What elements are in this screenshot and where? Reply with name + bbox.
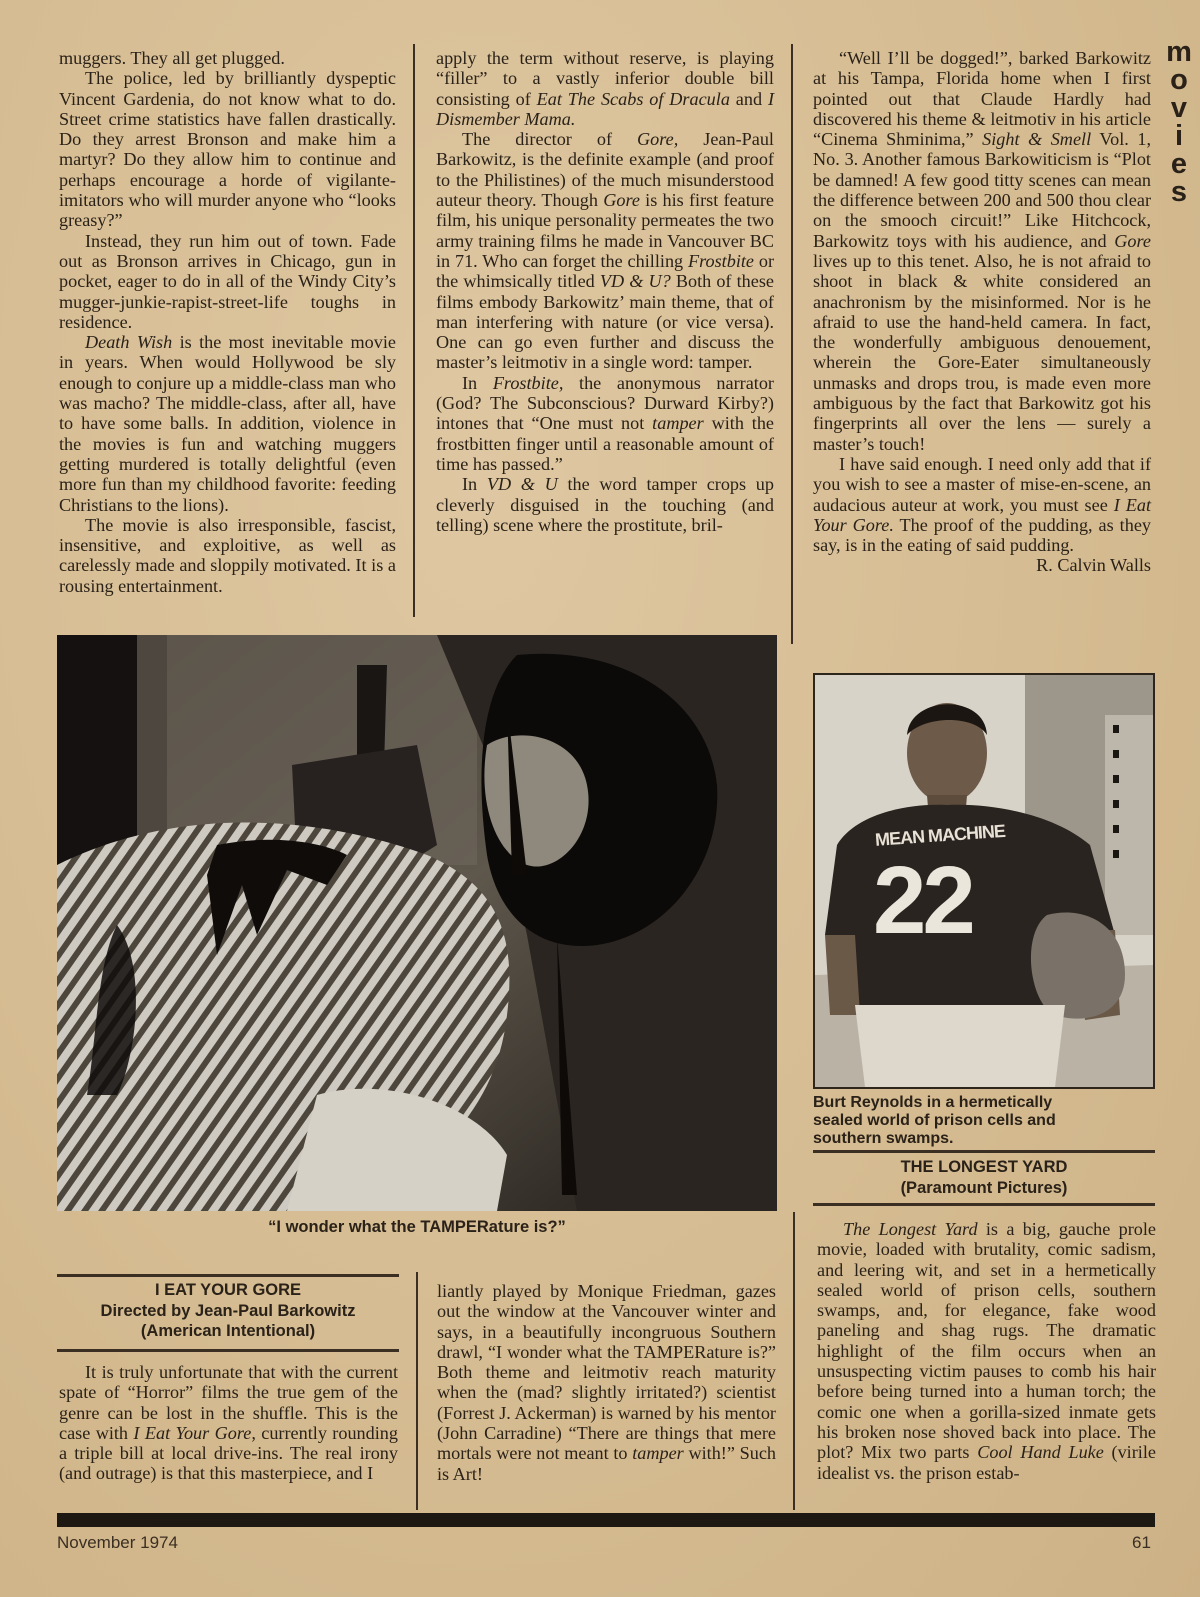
review-title: I EAT YOUR GORE [154,1281,302,1299]
column-divider [416,1272,418,1510]
column-divider [793,1212,795,1510]
column-3-top: “Well I’ll be dogged!”, barked Barkowitz at his Tampa, Florida home when I first pointed out that Claude Hardly had discovered his theme & leitmotiv in his article “Cinema Shminima,” Sight & Smell Vol. 1, No. 3. Another famous Barkowiticism is “Plot be damned! A few good titty scenes can mean the difference between 200 and 500 thou clear on the smooch circuit!” Like Hitchcock, Barkowitz toys with his audience, and Gore lives up to this tenet. Also, he is not afraid to shoot in black & white considered an anachronism by the misinformed. Nor is he afraid to use the hand-held camera. In fact, the wonderfully ambiguous denouement, wherein the Gore-Eater simultaneously unmasks and drops trou, is made even more ambiguous by the fact that Barkowitz got his fingerprints all over the lens — surely a master’s touch! I have said enough. I need only add that if you wish to see a master of mise-en-scene, an audacious auteur at work, you must see I Eat Your Gore. The proof of the pudding, as they say, is in the eating of said pudding. R. Calvin Walls [813,48,1151,576]
section-rule [57,1274,399,1277]
section-rule [813,1203,1155,1206]
horror-film-photo [57,635,777,1211]
jersey-number: 22 [873,847,972,954]
section-rule [813,1150,1155,1153]
column-2-bottom: liantly played by Monique Friedman, gazes out the window at the Vancouver winter and says, in a beautifully incongruous Southern drawl, “I wonder what the TAMPERature is?” Both theme and leitmotiv reach maturity when the (mad? slightly irritated?) scientist (Forrest J. Ackerman) is warned by his mentor (John Carradine) “There are things that mere mortals were not meant to tamper with!” Such is Art! [437,1281,777,1484]
column-1-bottom: It is truly unfortunate that with the current spate of “Horror” films the true gem of the genre can be lost in the shuffle. This is the case with I Eat Your Gore, currently rounding a triple bill at local drive-ins. The real irony (and outrage) is that this masterpiece, and I [59,1362,398,1484]
paragraph: The police, led by brilliantly dyspeptic Vincent Gardenia, do not know what to do. Street crime statistics have fallen drastically. Do they arrest Bronson and make him a martyr? Do they allow him to continue and perhaps encourage a horde of vigilante-imitators who will murder anyone who “looks greasy?” [59,68,396,231]
column-divider [413,44,415,617]
column-3-bottom: The Longest Yard is a big, gauche prole movie, loaded with brutality, comic sadism, and leering wit, and set in a hermetically sealed world of prison cells, southern swamps, and, for elegance, fake wood paneling and shag rugs. The dramatic highlight of the film occurs when an unsuspecting victim pauses to comb his hair before being turned into a human torch; the comic one when a gorilla-sized inmate gets his broken nose shoved back into place. The plot? Mix two parts Cool Hand Luke (virile idealist vs. the prison estab- [817,1219,1157,1483]
photo-caption: “I wonder what the TAMPERature is?” [268,1218,566,1236]
review-credit: Directed by Jean-Paul Barkowitz [100,1301,356,1320]
review-studio: (Paramount Pictures) [900,1178,1068,1197]
column-divider [791,44,793,644]
paragraph: Death Wish is the most inevitable movie in years. When would Hollywood be sly enough to conjure up a middle-class man who was macho? The middle-class, after all, have to have some balls. In addition, violence in the movies is fun and watching muggers getting murdered is totally delightful (even more fun than my childhood favorite: feeding Christians to the lions). [59,332,396,515]
page-number: 61 [1132,1533,1151,1552]
review-title: THE LONGEST YARD [900,1158,1068,1176]
review-studio: (American Intentional) [140,1322,316,1340]
review-heading [813,1157,1155,1198]
footer-date: November 1974 [57,1533,178,1552]
footer-rule [57,1513,1155,1527]
byline: R. Calvin Walls [1036,555,1151,576]
column-1-top [59,48,396,596]
paragraph: muggers. They all get plugged. [59,48,285,68]
section-rule [57,1349,399,1352]
paragraph: Instead, they run him out of town. Fade out as Bronson arrives in Chicago, gun in pocket, eager to do in all of the Windy City’s mugger-junkie-rapist-street-life toughs in residence. [59,230,396,332]
section-label [1163,36,1195,204]
section-label-text: movies [1163,36,1195,204]
photo-caption: Burt Reynolds in a hermetically sealed world of prison cells and southern swamps. [813,1094,1056,1147]
column-2-top: apply the term without reserve, is playing “filler” to a vastly inferior double bill consisting of Eat The Scabs of Dracula and I Dismember Mama. The director of Gore, Jean-Paul Barkowitz, is the definite example (and proof to the Philistines) of the much misunderstood auteur theory. Though Gore is his first feature film, his unique personality permeates the two army training films he made in Vancouver BC in 71. Who can forget the chilling Frostbite or the whimsically titled VD & U? Both of these films embody Barkowitz’ main theme, that of man interfering with nature (or vice versa). One can go even further and discuss the master’s leitmotiv in a single word: tamper. In Frostbite, the anonymous narrator (God? The Subconscious? Durward Kirby?) intones that “One must not tamper with the frostbitten finger until a reasonable amount of time has passed.” In VD & U the word tamper crops up cleverly disguised in the touching (and telling) scene where the prostitute, bril- [436,48,775,535]
review-heading [57,1280,399,1342]
jersey-text: MEAN MACHINE [874,820,1006,850]
paragraph: The movie is also irresponsible, fascist, insensitive, and exploitive, as well as carelessly made and sloppily motivated. It is a rousing entertainment. [59,514,396,596]
football-player-photo [813,673,1155,1089]
